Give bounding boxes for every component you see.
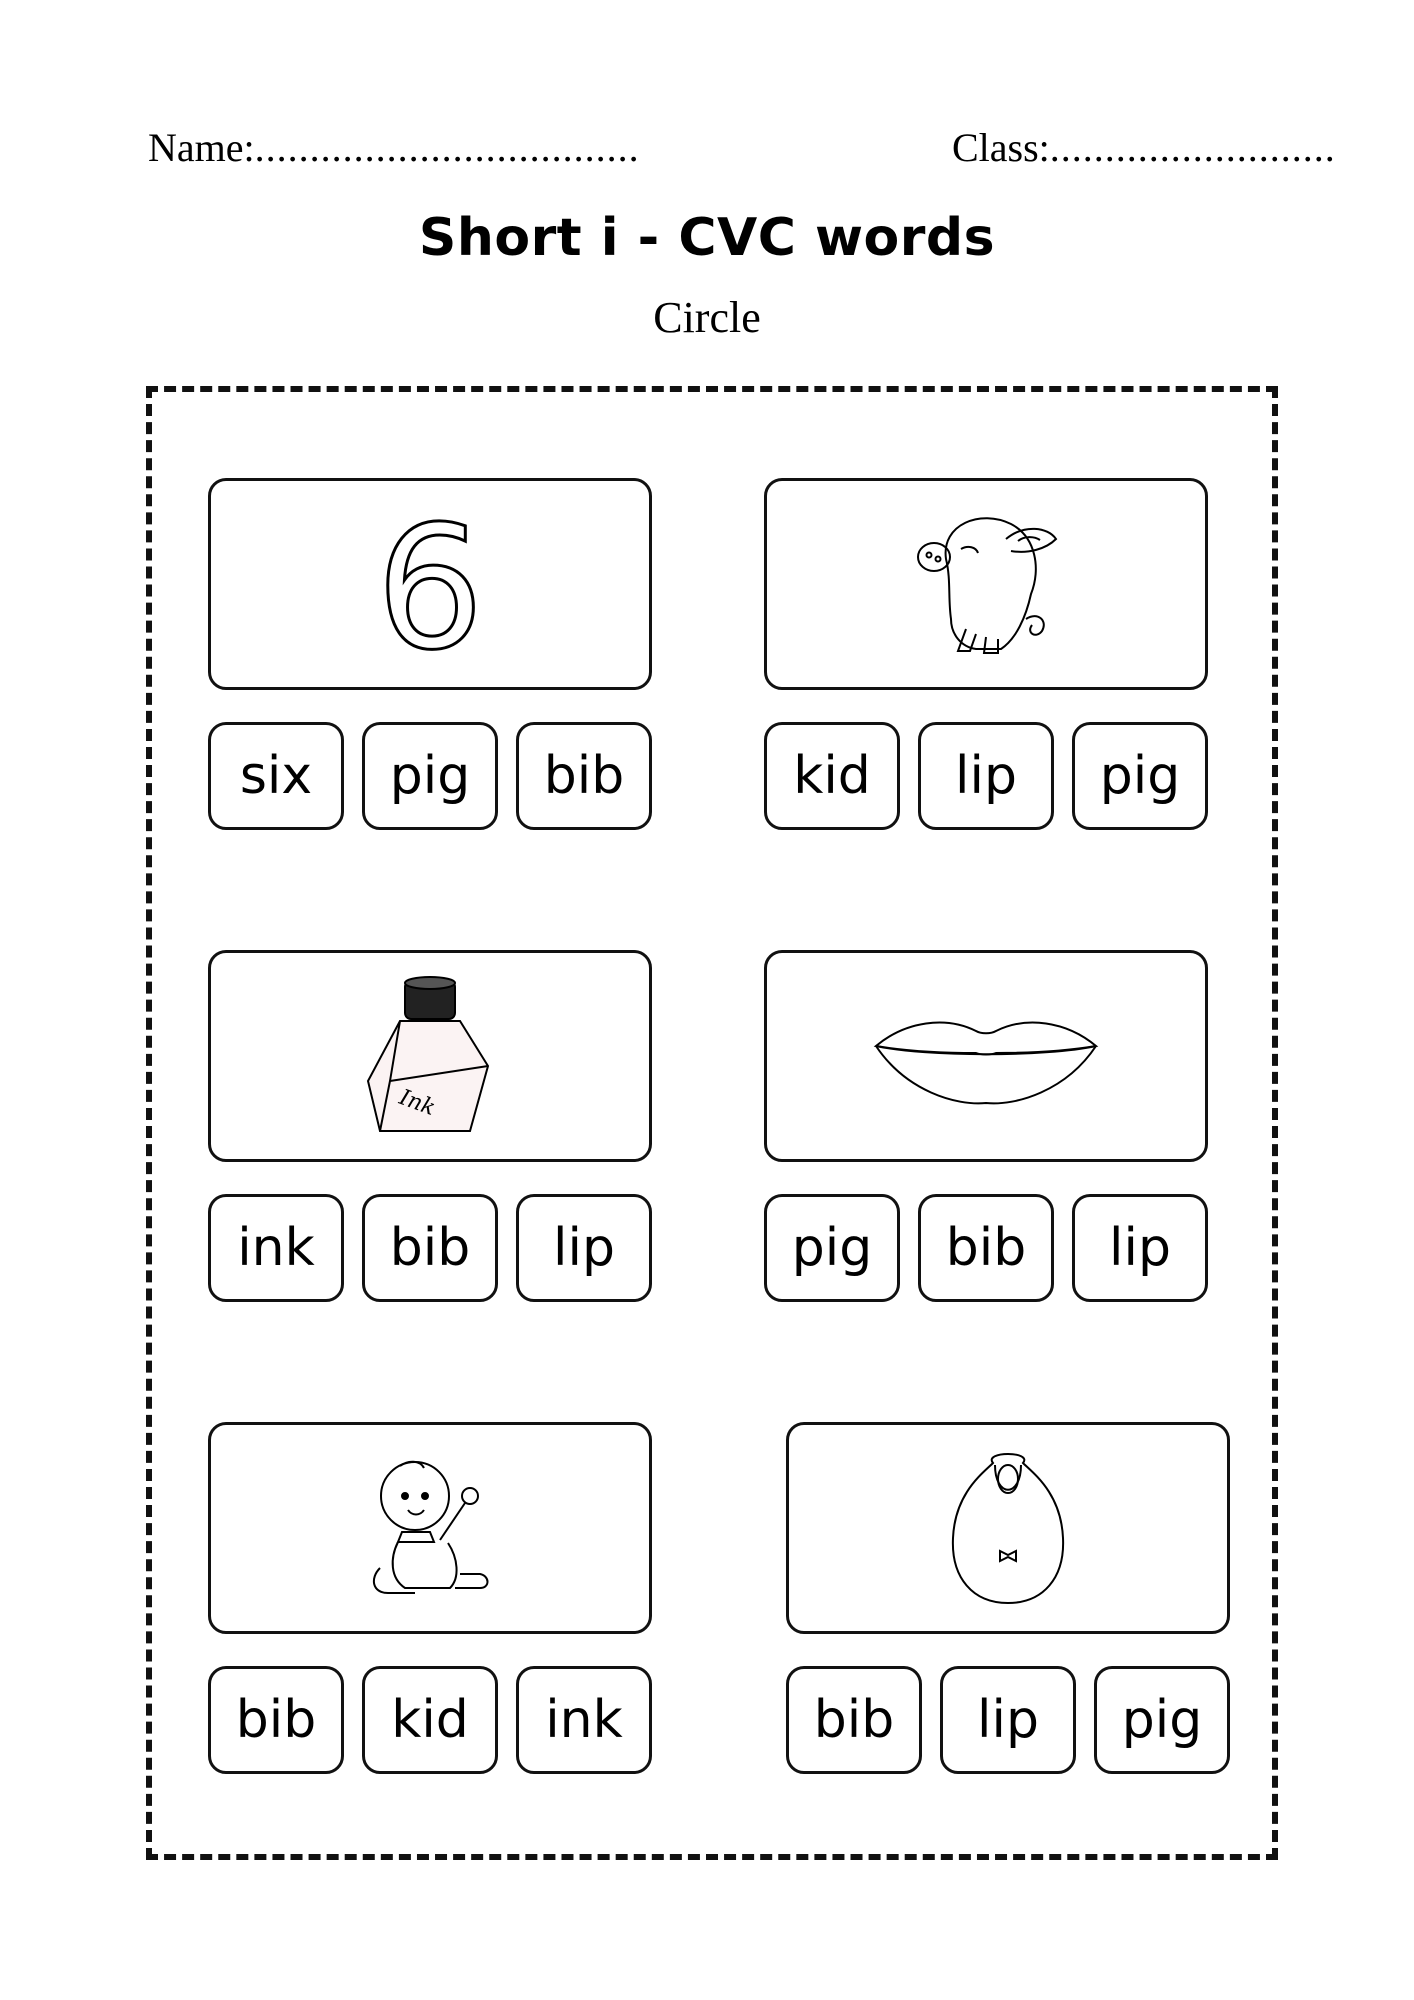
six-numeral-icon — [350, 499, 510, 669]
word-option[interactable]: bib — [786, 1666, 922, 1774]
word-option[interactable]: bib — [516, 722, 652, 830]
name-blank[interactable]: ................................... — [254, 125, 640, 170]
word-option[interactable]: six — [208, 722, 344, 830]
worksheet-title: Short i - CVC words — [418, 208, 996, 268]
word-option[interactable]: pig — [1072, 722, 1208, 830]
bib-icon — [943, 1443, 1073, 1613]
word-option[interactable]: ink — [208, 1194, 344, 1302]
picture-card-pig — [764, 478, 1208, 690]
lips-icon — [866, 1001, 1106, 1111]
word-option[interactable]: lip — [918, 722, 1054, 830]
pig-icon — [906, 499, 1066, 669]
class-field[interactable] — [952, 125, 1336, 170]
picture-card-ink — [208, 950, 652, 1162]
instruction-text: Circle — [653, 293, 761, 342]
name-label: Name: — [148, 125, 255, 170]
picture-card-lips — [764, 950, 1208, 1162]
word-option[interactable]: pig — [362, 722, 498, 830]
picture-card-six — [208, 478, 652, 690]
word-option[interactable]: lip — [940, 1666, 1076, 1774]
word-option[interactable]: bib — [918, 1194, 1054, 1302]
word-option[interactable]: ink — [516, 1666, 652, 1774]
word-option[interactable]: kid — [764, 722, 900, 830]
name-field[interactable] — [148, 125, 640, 170]
word-option[interactable]: kid — [362, 1666, 498, 1774]
word-option[interactable]: lip — [516, 1194, 652, 1302]
class-label: Class: — [952, 125, 1050, 170]
word-option[interactable]: lip — [1072, 1194, 1208, 1302]
word-option[interactable]: bib — [208, 1666, 344, 1774]
ink-bottle-label: Ink — [395, 1085, 439, 1122]
class-blank[interactable]: .......................... — [1049, 125, 1336, 170]
ink-bottle-icon — [360, 971, 500, 1141]
word-option[interactable]: pig — [1094, 1666, 1230, 1774]
word-option[interactable]: pig — [764, 1194, 900, 1302]
picture-card-bib — [786, 1422, 1230, 1634]
picture-card-kid — [208, 1422, 652, 1634]
six-numeral: 6 — [375, 499, 485, 669]
baby-kid-icon — [360, 1448, 500, 1608]
word-option[interactable]: bib — [362, 1194, 498, 1302]
